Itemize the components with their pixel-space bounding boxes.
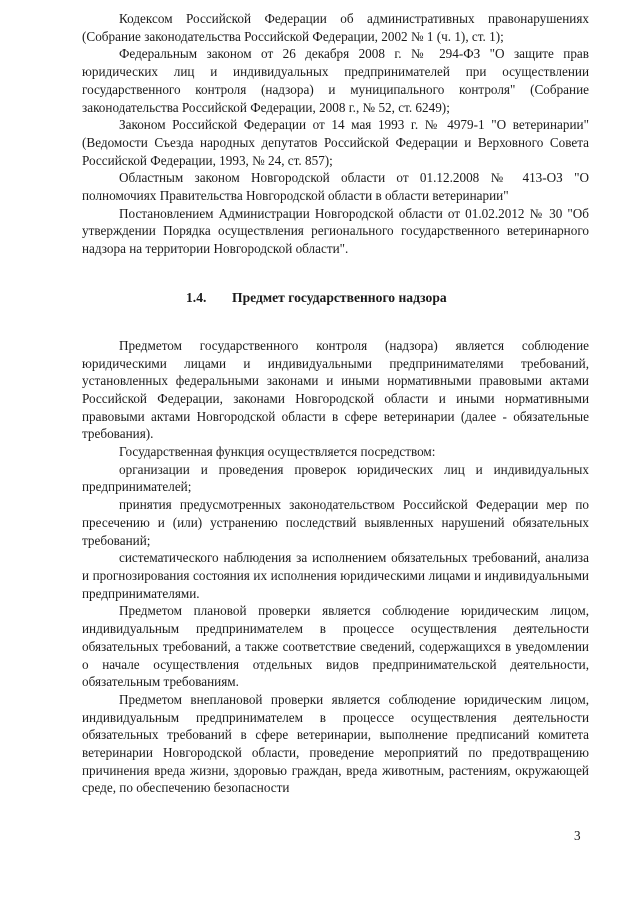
intro-paragraph-federal-law-294: Федеральным законом от 26 декабря 2008 г. № 294-ФЗ "О защите прав юридических лиц и индивидуальных предпринимателей при осуществлении государственного контроля (надзора) и муниципального контроля" (Собрание законодательства Российской Федерации, 2008 г., № 52, ст. 6249); [82, 46, 589, 115]
body-paragraph-inspections: организации и проведения проверок юридических лиц и индивидуальных предпринимателей; [82, 461, 589, 495]
intro-paragraph-regional-law: Областным законом Новгородской области от 01.12.2008 № 413-ОЗ "О полномочиях Правительства Новгородской области в области ветеринарии" [82, 170, 589, 204]
page-number: 3 [574, 828, 581, 843]
intro-paragraph-veterinary-law: Законом Российской Федерации от 14 мая 1993 г. № 4979-1 "О ветеринарии" (Ведомости Съезда народных депутатов Российской Федерации и Верховного Совета Российской Федерации, 1993, № 24, ст. 857); [82, 117, 589, 168]
body-paragraph-planned-inspection: Предметом плановой проверки является соблюдение юридическим лицом, индивидуальным предпринимателем в процессе осуществления деятельности обязательных требований, а также соответствие сведений, содержащихся в уведомлении о начале осуществления отдельных видов предпринимательской деятельности, обязательным требованиям. [82, 603, 589, 690]
body-paragraph-function-means: Государственная функция осуществляется посредством: [119, 444, 436, 460]
document-page [82, 10, 589, 797]
section-heading [82, 289, 589, 307]
intro-paragraph-administration-decree: Постановлением Администрации Новгородской области от 01.02.2012 № 30 "Об утверждении Порядка осуществления регионального государственного ветеринарного надзора на территории Новгородской области". [82, 205, 589, 257]
intro-paragraph-administrative-code: Кодексом Российской Федерации об административных правонарушениях (Собрание законодательства Российской Федерации, 2002 № 1 (ч. 1), ст. 1); [82, 11, 589, 44]
body-paragraph-unscheduled-inspection: Предметом внеплановой проверки является соблюдение юридическим лицом, индивидуальным предпринимателем в процессе осуществления деятельности обязательных требований в сфере ветеринарии, выполнение предписаний комитета ветеринарии Новгородской области, проведение мероприятий по предотвращению причинения вреда жизни, здоровью граждан, вреда животным, растениям, окружающей среде, по обеспечению безопасности [82, 691, 589, 796]
body-paragraph-subject-of-control: Предметом государственного контроля (надзора) является соблюдение юридическими лицами и индивидуальными предпринимателями требований, установленных федеральными законами и иными нормативными правовыми актами Российской Федерации, законами Новгородской области и иными нормативными правовыми актами Новгородской области в сфере ветеринарии (далее - обязательные требования). [82, 337, 589, 442]
body-paragraph-monitoring: систематического наблюдения за исполнением обязательных требований, анализа и прогнозирования состояния их исполнения юридическими лицами и индивидуальными предпринимателями. [82, 550, 589, 601]
body-paragraph-measures: принятия предусмотренных законодательством Российской Федерации мер по пресечению и (или) устранению последствий выявленных нарушений обязательных требований; [82, 497, 589, 548]
section-number: 1.4. [186, 289, 207, 305]
section-title: Предмет государственного надзора [232, 289, 447, 305]
